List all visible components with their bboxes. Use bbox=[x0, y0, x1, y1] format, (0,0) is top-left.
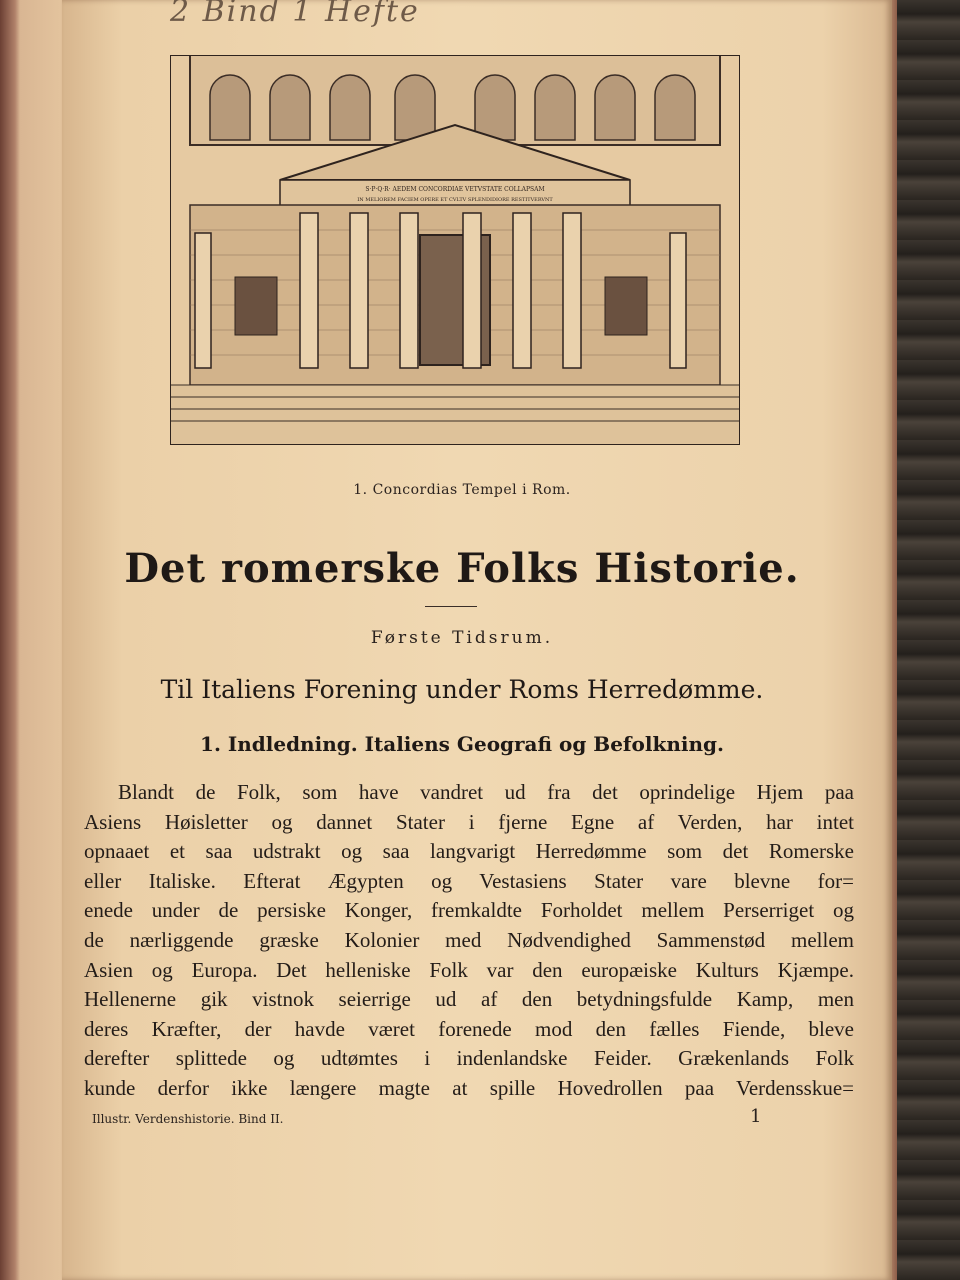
period-heading: Første Tidsrum. bbox=[370, 628, 554, 648]
body-line: enede under de persiske Konger, fremkaldte Forholdet mellem Perserriget og bbox=[84, 898, 854, 923]
part-subtitle: Til Italiens Forening under Roms Herredømme. bbox=[160, 675, 764, 704]
body-line: Blandt de Folk, som have vandret ud fra det oprindelige Hjem paa bbox=[118, 780, 854, 804]
book-page bbox=[62, 0, 892, 1280]
body-text bbox=[84, 778, 854, 1104]
body-line: opnaaet et saa udstrakt og saa langvarigt Herredømme som det Romerske bbox=[84, 839, 854, 864]
body-line: Asien og Europa. Det helleniske Folk var den europæiske Kulturs Kjæmpe. bbox=[84, 957, 854, 982]
inscription-line-1: S·P·Q·R· AEDEM CONCORDIAE VETVSTATE COLLAPSAM bbox=[365, 186, 545, 193]
book-cover-edge bbox=[0, 0, 70, 1280]
body-line: eller Italiske. Efterat Ægypten og Vestasiens Stater vare blevne for= bbox=[84, 868, 854, 893]
body-line: Hellenerne gik vistnok seierrige ud af den betydningsfulde Kamp, men bbox=[84, 987, 854, 1012]
title-rule bbox=[425, 606, 477, 607]
chapter-title: Det romerske Folks Historie. bbox=[124, 545, 800, 592]
signature-line: Illustr. Verdenshistorie. Bind II. bbox=[92, 1112, 284, 1126]
temple-engraving bbox=[170, 55, 740, 445]
body-line: deres Kræfter, der havde været forenede mod den fælles Fiende, bleve bbox=[84, 1016, 854, 1041]
figure-caption: 1. Concordias Tempel i Rom. bbox=[353, 482, 571, 498]
body-line: Asiens Høisletter og dannet Stater i fjerne Egne af Verden, har intet bbox=[84, 809, 854, 834]
section-heading: 1. Indledning. Italiens Geografi og Befolkning. bbox=[200, 732, 724, 756]
handwritten-note: 2 Bind 1 Hefte bbox=[170, 0, 420, 29]
body-line: de nærliggende græske Kolonier med Nødvendighed Sammenstød mellem bbox=[84, 927, 854, 952]
body-line: kunde derfor ikke længere magte at spille Hovedrollen paa Verdensskue= bbox=[84, 1075, 854, 1100]
page-number: 1 bbox=[750, 1106, 762, 1127]
inscription-line-2: IN MELIOREM FACIEM OPERE ET CVLTV SPLENDIDIORE RESTITVERVNT bbox=[357, 197, 553, 203]
body-line: derefter splittede og udtømtes i indenlandske Feider. Grækenlands Folk bbox=[84, 1046, 854, 1071]
